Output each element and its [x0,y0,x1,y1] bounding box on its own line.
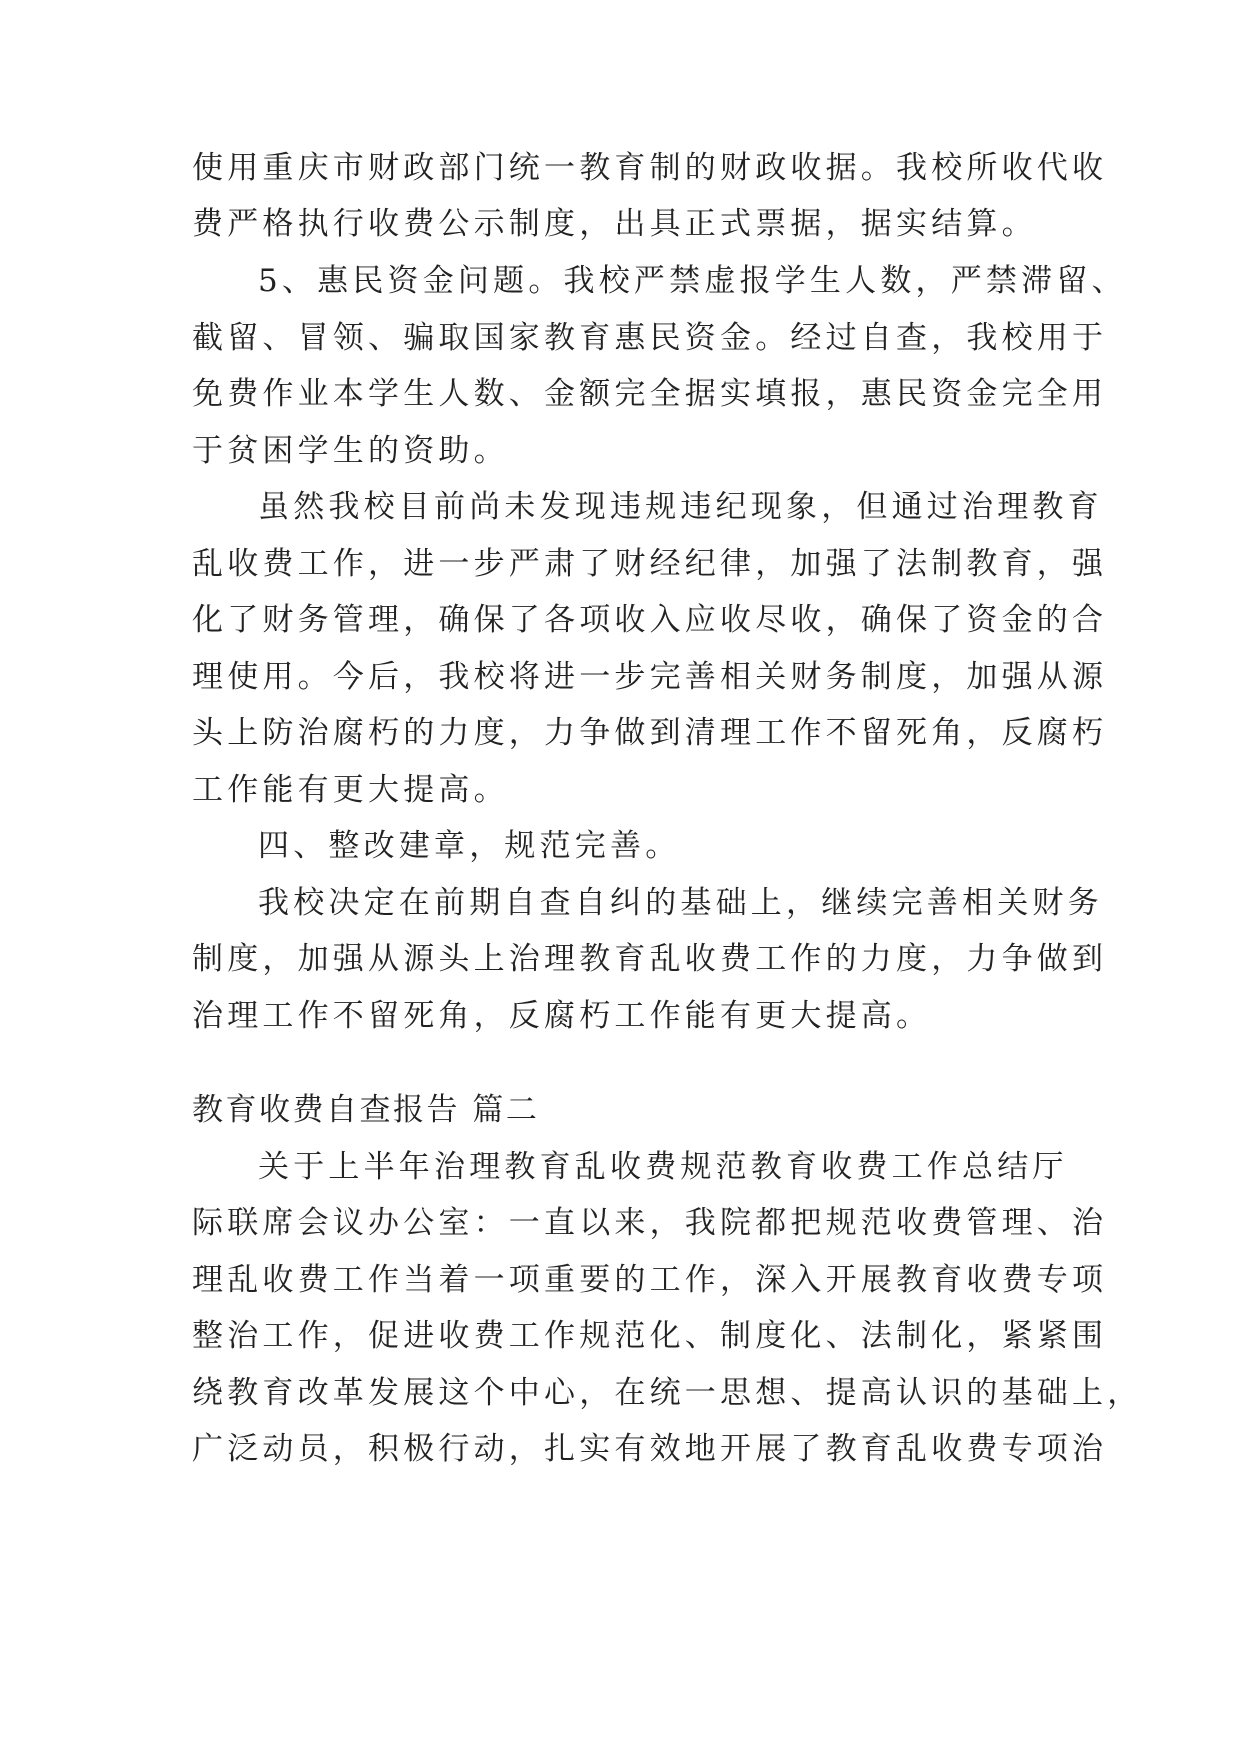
text-line: 免费作业本学生人数、金额完全据实填报，惠民资金完全用 [192,376,1108,412]
text-line: 关于上半年治理教育乱收费规范教育收费工作总结厅 [258,1149,1068,1185]
text-line: 整治工作，促进收费工作规范化、制度化、法制化，紧紧围 [192,1318,1108,1354]
text-line: 工作能有更大提高。 [192,772,509,808]
text-line: 四、整改建章，规范完善。 [258,828,681,864]
text-line: 广泛动员，积极行动，扎实有效地开展了教育乱收费专项治 [192,1431,1108,1467]
text-line: 截留、冒领、骗取国家教育惠民资金。经过自查，我校用于 [192,320,1108,356]
text-line: 理乱收费工作当着一项重要的工作，深入开展教育收费专项 [192,1262,1108,1298]
text-line: 头上防治腐朽的力度，力争做到清理工作不留死角，反腐朽 [192,715,1108,751]
text-line: 我校决定在前期自查自纠的基础上，继续完善相关财务 [258,885,1103,921]
text-line: 费严格执行收费公示制度，出具正式票据，据实结算。 [192,206,1037,242]
text-line: 于贫困学生的资助。 [192,433,509,469]
text-line: 5、惠民资金问题。我校严禁虚报学生人数，严禁滞留、 [258,263,1127,299]
text-line: 绕教育改革发展这个中心，在统一思想、提高认识的基础上， [192,1375,1143,1411]
text-line: 使用重庆市财政部门统一教育制的财政收据。我校所收代收 [192,150,1108,186]
text-line: 际联席会议办公室：一直以来，我院都把规范收费管理、治 [192,1205,1108,1241]
text-line: 虽然我校目前尚未发现违规违纪现象，但通过治理教育 [258,489,1103,525]
text-line: 治理工作不留死角，反腐朽工作能有更大提高。 [192,998,932,1034]
text-line: 制度，加强从源头上治理教育乱收费工作的力度，力争做到 [192,941,1108,977]
text-line: 乱收费工作，进一步严肃了财经纪律，加强了法制教育，强 [192,546,1108,582]
text-line: 理使用。今后，我校将进一步完善相关财务制度，加强从源 [192,659,1108,695]
text-line: 化了财务管理，确保了各项收入应收尽收，确保了资金的合 [192,602,1108,638]
section-heading: 教育收费自查报告 篇二 [192,1092,540,1128]
